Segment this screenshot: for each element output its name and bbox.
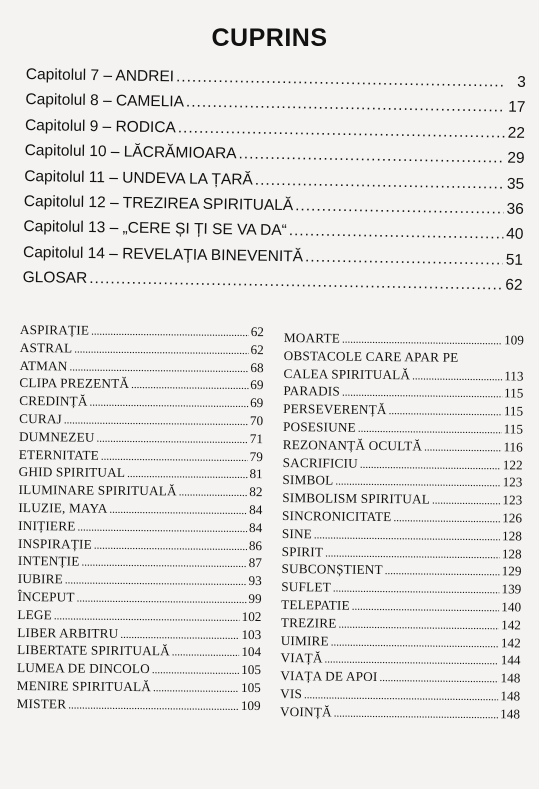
glossary-term: VIAȚĂ [280,650,323,666]
glossary-entry [19,375,263,395]
glossary-page-number: 115 [503,421,524,437]
glossary-page-number: 148 [500,688,521,704]
glossary-term: TELEPATIE [281,596,350,613]
dot-leader [305,248,503,269]
dot-leader [179,487,248,500]
glossary-term: ETERNITATE [18,446,99,463]
dot-leader [172,647,240,660]
glossary-page-number: 102 [241,608,262,624]
glossary-entry [17,607,261,627]
glossary-page-number: 113 [504,367,524,384]
glossary-entry [20,340,264,360]
glossary-page-number: 69 [250,395,264,411]
glossary-entry [18,553,262,573]
glossary-term: CURAJ [19,410,63,427]
glossary-entry [18,500,262,520]
glossary-page-number: 144 [500,652,521,668]
glossary-term: INSPIRAȚIE [18,535,92,552]
glossary-term: PERSEVERENȚĂ [283,401,387,418]
glossary-term: SUFLET [281,579,331,595]
glossary-entry [18,589,262,609]
glossary-term: LEGE [17,606,53,623]
glossary-page-number: 122 [502,456,523,473]
glossary-page-number: 148 [500,670,521,686]
glossary-page-number: 84 [249,501,263,518]
glossary-page-number: 86 [248,537,263,553]
dot-leader [77,592,247,605]
glossary-term: INIȚIERE [18,517,76,534]
glossary-page-number: 105 [240,679,261,696]
glossary-page-number: 81 [249,466,263,482]
toc-entry-label: Capitolul 8 – CAMELIA [25,91,185,111]
glossary-page-number: 109 [240,697,261,713]
glossary-entry [19,464,263,484]
toc-entry-label: Capitolul 7 – ANDREI [25,66,175,86]
glossary-term: ATMAN [19,357,68,374]
glossary-term: SUBCONȘTIENT [281,561,383,578]
dot-leader [97,432,248,445]
toc-page-number: 22 [507,124,526,142]
glossary-term: DUMNEZEU [18,428,95,445]
toc-page-number: 29 [507,149,525,168]
dot-leader [255,171,505,193]
glossary-term: PARADIS [283,383,341,399]
dot-leader [295,197,504,218]
dot-leader [358,423,502,437]
glossary-page-number: 87 [248,555,262,571]
glossary-term: ASPIRAȚIE [19,322,90,338]
glossary-term: LIBERTATE SPIRITUALĂ [17,642,170,659]
glossary-page-number: 128 [501,528,522,544]
glossary-term: UIMIRE [280,632,329,649]
dot-leader [325,547,500,561]
glossary-term: LIBER ARBITRU [17,624,119,641]
dot-leader [379,672,498,685]
glossary-term: CALEA SPIRITUALĂ [283,365,411,382]
glossary-term: VIS [280,685,303,702]
glossary-page-number: 70 [249,412,264,429]
glossary-page-number: 129 [501,563,522,579]
dot-leader [424,441,501,454]
glossary-page-number: 115 [503,403,524,419]
dot-leader [186,94,506,117]
page-title: CUPRINS [211,24,328,52]
dot-leader [77,521,247,534]
dot-leader [335,476,500,490]
toc-entry-label: GLOSAR [22,269,88,288]
glossary-page-number: 142 [500,634,521,651]
glossary-page-number: 123 [502,474,523,490]
glossary-page-number: 139 [501,581,522,597]
dot-leader [82,557,247,570]
glossary-term: CLIPA PREZENTĂ [19,375,130,392]
glossary-page-number: 71 [249,430,264,446]
glossary-page-number: 68 [250,359,264,375]
dot-leader [101,450,248,463]
glossary-term: VOINȚĂ [279,703,332,720]
glossary-page-number: 148 [500,706,521,722]
dot-leader [127,468,247,481]
toc-page-number: 3 [517,73,526,91]
glossary-term: MENIRE SPIRITUALĂ [16,677,152,695]
toc-entry-label: Capitolul 13 – „CERE ȘI ȚI SE VA DA“ [23,218,287,240]
glossary-term: ILUZIE, MAYA [18,499,108,516]
glossary-page-number: 99 [248,590,262,607]
glossary-page-number: 103 [241,626,262,642]
toc-entry-label: Capitolul 10 – LĂCRĂMIOARA [24,142,237,163]
dot-leader [152,664,239,677]
toc-entry-label: Capitolul 9 – RODICA [24,116,176,137]
glossary-entry [17,678,261,698]
glossary-term: ILUMINARE SPIRITUALĂ [18,482,177,499]
table-of-contents [22,66,526,302]
glossary-page-number: 69 [250,377,264,393]
glossary-entry [19,429,263,449]
glossary-term: CREDINȚĂ [19,393,88,409]
glossary-term: ASTRAL [19,339,73,356]
dot-leader [153,682,239,695]
dot-leader [360,458,501,471]
glossary-term: OBSTACOLE CARE APAR PE [283,347,459,365]
glossary-term: SIMBOLISM SPIRITUAL [282,490,431,507]
glossary-term: GHID SPIRITUAL [18,464,126,481]
glossary-entry [20,322,264,342]
glossary-term: SACRIFICIU [282,454,358,471]
dot-leader [314,529,500,543]
glossary-term: ÎNCEPUT [17,588,75,605]
glossary-page-number: 62 [250,324,264,340]
glossary-page-number: 140 [501,599,522,615]
glossary-page-number: 115 [503,385,524,401]
dot-leader [176,68,506,91]
glossary-page-number: 82 [249,484,263,500]
glossary-term: LUMEA DE DINCOLO [16,660,150,677]
toc-entry-label: Capitolul 14 – REVELAȚIA BINEVENITĂ [22,243,304,266]
glossary-term: SIMBOL [282,472,334,488]
toc-entry-label: Capitolul 11 – UNDEVA LA ȚARĂ [24,167,253,189]
glossary-page-number: 93 [248,573,262,589]
dot-leader [393,512,500,525]
dot-leader [91,326,249,339]
glossary-entry [17,660,261,680]
glossary-page-number: 62 [250,341,264,357]
dot-leader [65,575,247,589]
dot-leader [69,361,248,375]
toc-page-number: 36 [506,200,524,218]
dot-leader [68,699,239,712]
dot-leader [352,601,500,615]
dot-leader [333,583,500,597]
dot-leader [334,707,499,721]
toc-page-number: 35 [506,175,525,193]
glossary-page-number: 104 [241,644,262,660]
glossary-entry [19,411,263,431]
dot-leader [385,565,500,578]
dot-leader [289,222,504,243]
glossary-entry [19,393,263,413]
dot-leader [304,689,498,703]
glossary-entry [18,571,262,591]
glossary-page-number: 123 [502,492,523,508]
glossary-term: VIAȚA DE APOI [280,668,378,685]
page-edge-mark [519,779,539,789]
dot-leader [325,654,499,668]
dot-leader [64,414,248,428]
glossary-entry [19,447,263,467]
glossary-term: SPIRIT [281,543,324,559]
glossary-left-column [17,322,264,716]
dot-leader [178,119,505,142]
glossary-page-number: 126 [502,510,523,526]
glossary-entry [18,536,262,556]
glossary-right-column [280,330,524,724]
glossary-term: MISTER [16,695,67,712]
glossary-entry [17,696,261,716]
glossary-entry [280,704,520,724]
glossary-entry [17,642,261,662]
dot-leader [389,405,502,418]
glossary-term: MOARTE [283,330,341,346]
toc-page-number: 62 [505,276,523,294]
toc-entry-label: Capitolul 12 – TREZIREA SPIRITUALĂ [23,192,294,215]
dot-leader [74,343,248,357]
glossary-term: REZONANȚĂ OCULTĂ [282,436,423,454]
glossary-page-number: 79 [249,448,263,464]
dot-leader [412,370,502,383]
dot-leader [120,628,239,641]
dot-leader [131,379,248,392]
glossary-entry [17,625,261,645]
toc-page-number: 17 [508,98,526,117]
dot-leader [90,397,249,410]
dot-leader [338,618,499,632]
dot-leader [342,334,502,348]
glossary-term: SINE [281,525,313,542]
dot-leader [54,610,240,624]
toc-page-number: 40 [506,225,524,244]
dot-leader [109,504,247,517]
dot-leader [342,387,502,401]
glossary-term: SINCRONICITATE [281,507,392,525]
glossary-page-number: 116 [503,439,523,455]
dot-leader [331,636,499,650]
glossary-page-number: 105 [241,662,262,678]
glossary-page-number: 128 [501,545,522,562]
glossary-term: IUBIRE [17,571,63,587]
glossary-page-number: 84 [248,519,263,535]
glossary-term: INTENȚIE [17,553,80,569]
glossary-page-number: 109 [504,332,524,348]
dot-leader [238,146,504,168]
dot-leader [432,495,501,508]
glossary-term: TREZIRE [280,614,337,631]
glossary-entry [20,358,264,378]
glossary-term: POSESIUNE [282,418,356,435]
glossary-page-number: 142 [501,617,522,633]
toc-page-number: 51 [505,251,524,269]
glossary-entry [18,482,262,502]
dot-leader [94,539,247,552]
glossary-entry [18,518,262,538]
